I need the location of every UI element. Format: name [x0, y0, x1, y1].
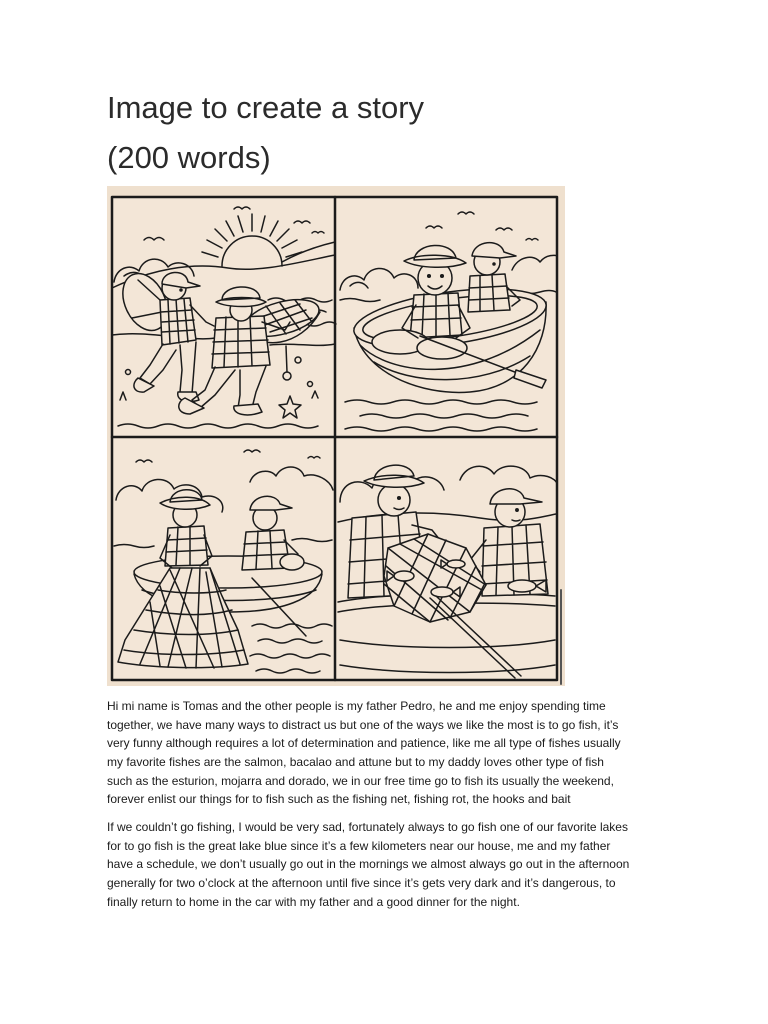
paragraph-line: together, we have many ways to distract us but one of the ways we like the most is to go fish, it’s	[107, 717, 619, 732]
paragraph-line: forever enlist our things for to fish such as the fishing net, fishing rot, the hooks and bait	[107, 792, 571, 807]
bucket	[280, 554, 304, 570]
paragraph-line: for to go fish is the great lake blue since it’s a few kilometers near our house, me and my father	[107, 838, 611, 853]
paragraph-line: If we couldn’t go fishing, I would be very sad, fortunately always to go fish one of our favorite lakes	[107, 820, 628, 834]
paragraph-line: Hi mi name is Tomas and the other people is my father Pedro, he and me enjoy spending time	[107, 699, 606, 713]
paragraph-line: generally for two o’clock at the afternoon until five since it’s gets very dark and it’s dangerous, to	[107, 876, 616, 891]
page-title: Image to create a story	[107, 90, 425, 125]
comic-illustration	[107, 186, 565, 686]
paragraph-line: have a schedule, we don’t usually go out in the mornings we almost always go out in the afternoon	[107, 857, 630, 872]
shirt	[468, 274, 510, 312]
page-subtitle-word-count: (200 words)	[107, 140, 271, 175]
story-paragraph-1	[107, 697, 621, 809]
paragraph-line: such as the esturion, mojarra and dorado, we in our free time go to fish its usually the weekend,	[107, 773, 614, 788]
paragraph-line: finally return to home in the car with my father and a good dinner for the night.	[107, 894, 520, 909]
paragraph-line: my favorite fishes are the salmon, bacalao and attune but to my daddy loves other type of fish	[107, 755, 604, 770]
shirt	[165, 526, 208, 566]
head	[378, 484, 410, 516]
knees	[417, 337, 467, 359]
story-paragraph-2	[107, 818, 629, 911]
paragraph-line: very funny although requires a lot of determination and patience, like me all type of fishes usually	[107, 736, 621, 751]
boy-standing	[160, 490, 212, 568]
